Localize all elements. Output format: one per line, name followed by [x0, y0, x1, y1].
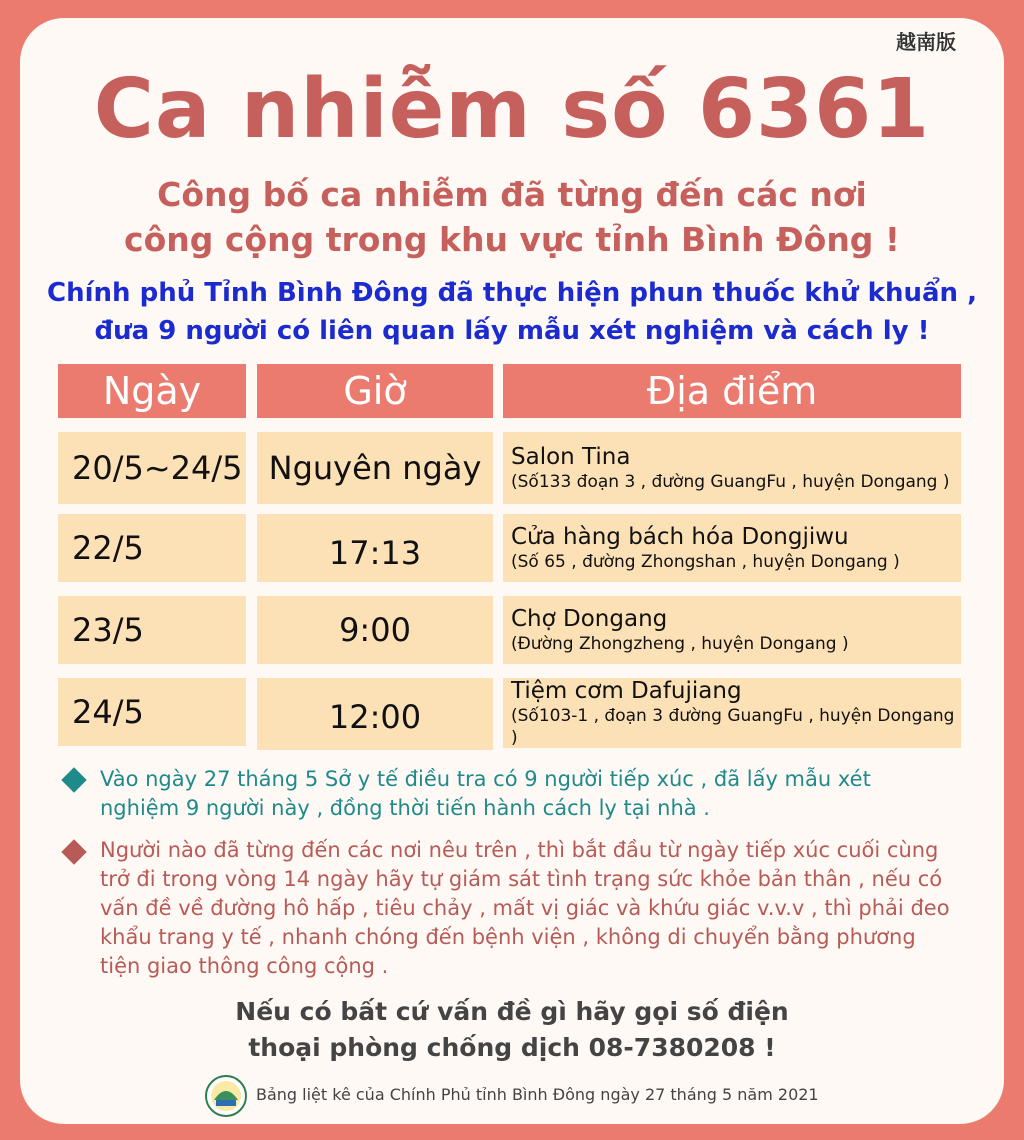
header-location: Địa điểm — [503, 364, 961, 418]
row-1-time: Nguyên ngày — [257, 432, 493, 504]
row-1-place-address: (Số133 đoạn 3 , đường GuangFu , huyện Dongang ) — [511, 471, 950, 492]
row-2-date: 22/5 — [58, 514, 246, 582]
footer — [204, 1074, 844, 1118]
row-1-date: 20/5~24/5 — [58, 432, 246, 504]
government-notice-line-1: Chính phủ Tỉnh Bình Đông đã thực hiện phun thuốc khử khuẩn , — [47, 278, 977, 308]
row-4-place-address: (Số103-1 , đoạn 3 đường GuangFu , huyện Dongang ) — [511, 705, 955, 748]
row-3-time: 9:00 — [257, 596, 493, 664]
row-4-location — [503, 678, 961, 748]
version-badge: 越南版 — [896, 30, 956, 54]
row-3-date: 23/5 — [58, 596, 246, 664]
row-4-time: 12:00 — [257, 678, 493, 750]
hotline-notice — [150, 994, 874, 1066]
row-2-location — [503, 514, 961, 582]
page-subtitle: Công bố ca nhiễm đã từng đến các nơi công cộng trong khu vực tỉnh Bình Đông ! — [124, 175, 900, 259]
footer-credit: Bảng liệt kê của Chính Phủ tỉnh Bình Đông ngày 27 tháng 5 năm 2021 — [256, 1085, 819, 1104]
row-3-place-name: Chợ Dongang — [511, 605, 668, 632]
row-2-place-name: Cửa hàng bách hóa Dongjiwu — [511, 523, 849, 550]
row-3-location — [503, 596, 961, 664]
header-date: Ngày — [58, 364, 246, 418]
row-2-place-address: (Số 65 , đường Zhongshan , huyện Dongang ) — [511, 551, 900, 572]
row-2-time: 17:13 — [257, 514, 493, 582]
header-time: Giờ — [257, 364, 493, 418]
note-contact-tracing: Vào ngày 27 tháng 5 Sở y tế điều tra có 9 người tiếp xúc , đã lấy mẫu xét nghiệm 9 người này , đồng thời tiến hành cách ly tại nhà . — [100, 767, 871, 820]
page-title: Ca nhiễm số 6361 — [93, 62, 931, 157]
row-1-place-name: Salon Tina — [511, 443, 631, 470]
hotline-line-1: Nếu có bất cứ vấn đề gì hãy gọi số điện — [235, 997, 789, 1026]
note-health-advice: Người nào đã từng đến các nơi nêu trên , thì bắt đầu từ ngày tiếp xúc cuối cùng trở đi trong vòng 14 ngày hãy tự giám sát tình trạng sức khỏe bản thân , nếu có vấn đề về đường hô hấp , tiêu chảy , mất vị giác và khứu giác v.v.v , thì phải đeo khẩu trang y tế , nhanh chóng đến bệnh viện , không di chuyển bằng phương tiện giao thông công cộng . — [100, 838, 950, 978]
row-3-place-address: (Đường Zhongzheng , huyện Dongang ) — [511, 633, 849, 654]
row-1-location — [503, 432, 961, 504]
government-notice-line-2: đưa 9 người có liên quan lấy mẫu xét nghiệm và cách ly ! — [94, 316, 930, 346]
row-4-place-name: Tiệm cơm Dafujiang — [511, 677, 742, 704]
hotline-line-2: thoại phòng chống dịch 08-7380208 ! — [248, 1033, 776, 1062]
government-notice — [20, 274, 1004, 350]
row-4-date: 24/5 — [58, 678, 246, 746]
county-logo-icon — [204, 1074, 248, 1118]
